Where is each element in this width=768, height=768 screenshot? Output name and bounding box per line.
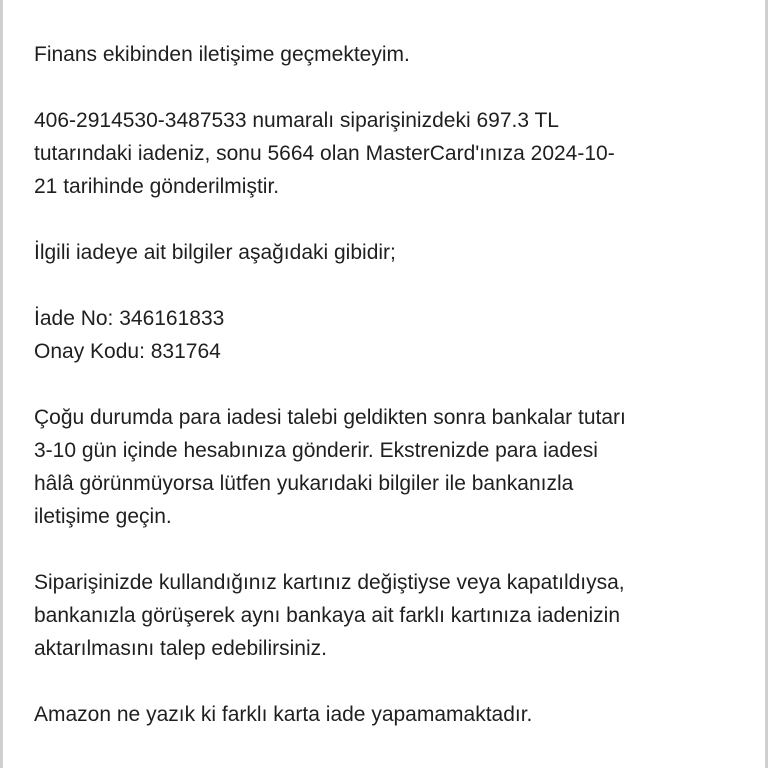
refund-no: İade No: 346161833	[34, 307, 225, 330]
processing-line: 3-10 gün içinde hesabınıza gönderir. Ekstrenizde para iadesi	[34, 439, 598, 462]
card-change-line: bankanızla görüşerek aynı bankaya ait farklı kartınıza iadenizin	[34, 604, 621, 627]
card-change-paragraph	[34, 566, 749, 665]
card-change-line: aktarılmasını talep edebilirsiniz.	[34, 637, 327, 660]
processing-line: hâlâ görünmüyorsa lütfen yukarıdaki bilgiler ile bankanızla	[34, 472, 574, 495]
refund-line: 21 tarihinde gönderilmiştir.	[34, 175, 280, 198]
intro-text: Finans ekibinden iletişime geçmekteyim.	[34, 43, 410, 66]
closing-text: Amazon ne yazık ki farklı karta iade yapamamaktadır.	[34, 703, 533, 726]
processing-paragraph	[34, 401, 749, 533]
processing-line: iletişime geçin.	[34, 505, 172, 528]
intro-paragraph	[34, 38, 749, 71]
refund-line: tutarındaki iadeniz, sonu 5664 olan MasterCard'ınıza 2024-10-	[34, 142, 615, 165]
left-border	[0, 0, 3, 768]
refund-line: 406-2914530-3487533 numaralı siparişinizdeki 697.3 TL	[34, 109, 559, 132]
email-body	[34, 0, 749, 764]
info-intro-text: İlgili iadeye ait bilgiler aşağıdaki gibidir;	[34, 241, 396, 264]
greeting-text	[34, 0, 749, 5]
greeting-paragraph	[34, 0, 749, 5]
refund-details-paragraph	[34, 302, 749, 368]
processing-line: Çoğu durumda para iadesi talebi geldikten sonra bankalar tutarı	[34, 406, 626, 429]
info-intro-paragraph	[34, 236, 749, 269]
refund-paragraph	[34, 104, 749, 203]
closing-paragraph	[34, 698, 749, 731]
card-change-line: Siparişinizde kullandığınız kartınız değiştiyse veya kapatıldıysa,	[34, 571, 625, 594]
approval-code: Onay Kodu: 831764	[34, 340, 221, 363]
